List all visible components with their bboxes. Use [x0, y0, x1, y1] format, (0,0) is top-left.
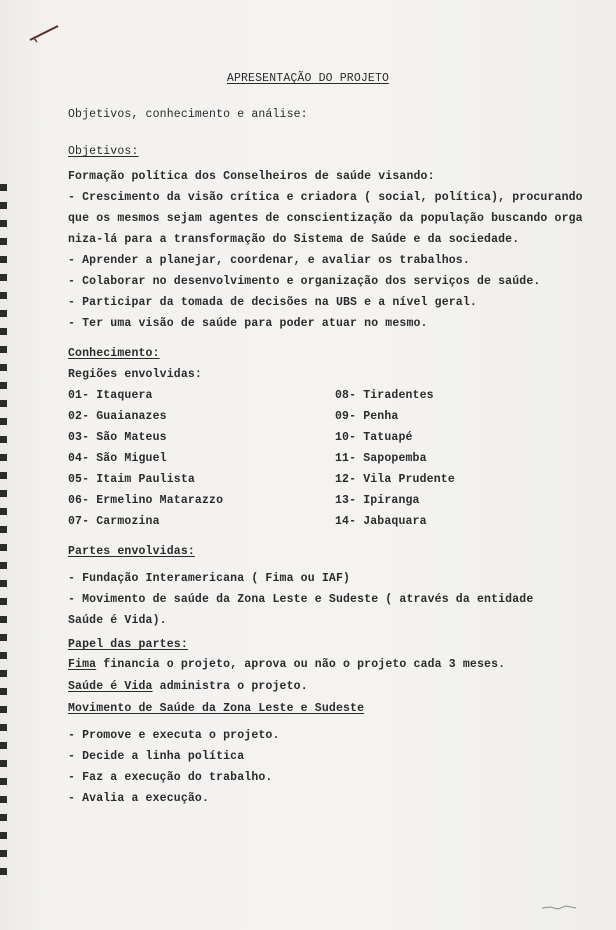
objetivos-line: Formação política dos Conselheiros de saúde visando: — [68, 170, 435, 183]
objetivos-heading: Objetivos: — [68, 145, 139, 158]
scribble-mark — [540, 900, 580, 914]
partes-line: - Movimento de saúde da Zona Leste e Sudeste ( através da entidade — [68, 593, 534, 606]
papel-heading: Papel das partes: — [68, 638, 188, 651]
regiao-item: 05- Itaim Paulista — [68, 473, 195, 486]
regioes-label: Regiões envolvidas: — [68, 368, 202, 381]
regiao-item: 06- Ermelino Matarazzo — [68, 494, 224, 507]
partes-heading: Partes envolvidas: — [68, 545, 195, 558]
movimento-line: - Faz a execução do trabalho. — [68, 771, 273, 784]
papel-saude-text: administra o projeto. — [152, 680, 308, 693]
regiao-item: 01- Itaquera — [68, 389, 153, 402]
objetivos-line: - Participar da tomada de decisões na UBS e a nível geral. — [68, 296, 477, 309]
binder-holes — [0, 180, 8, 880]
regiao-item: 08- Tiradentes — [335, 389, 434, 402]
papel-fima-label: Fima — [68, 658, 97, 671]
document-title: APRESENTAÇÃO DO PROJETO — [226, 72, 390, 85]
intro-line: Objetivos, conhecimento e análise: — [68, 108, 308, 121]
regiao-item: 09- Penha — [335, 410, 399, 423]
objetivos-line: - Aprender a planejar, coordenar, e avaliar os trabalhos. — [68, 254, 470, 267]
movimento-line: - Promove e executa o projeto. — [68, 729, 280, 742]
objetivos-line: niza-lá para a transformação do Sistema de Saúde e da sociedade. — [68, 233, 520, 246]
regiao-item: 02- Guaianazes — [68, 410, 167, 423]
regiao-item: 04- São Miguel — [68, 452, 167, 465]
papel-fima-text: financia o projeto, aprova ou não o projeto cada 3 meses. — [96, 658, 506, 671]
objetivos-line: que os mesmos sejam agentes de conscientização da população buscando orga — [68, 212, 583, 225]
papel-saude-label: Saúde é Vida — [68, 680, 153, 693]
objetivos-line: - Crescimento da visão crítica e criadora ( social, política), procurando — [68, 191, 583, 204]
ink-mark — [28, 22, 62, 44]
regiao-item: 10- Tatuapé — [335, 431, 413, 444]
papel-movimento-label: Movimento de Saúde da Zona Leste e Sudeste — [68, 702, 365, 715]
regiao-item: 14- Jabaquara — [335, 515, 427, 528]
conhecimento-heading: Conhecimento: — [68, 347, 160, 360]
partes-line: - Fundação Interamericana ( Fima ou IAF) — [68, 572, 351, 585]
regiao-item: 13- Ipiranga — [335, 494, 420, 507]
movimento-line: - Avalia a execução. — [68, 792, 210, 805]
papel-saude-line — [68, 680, 308, 694]
movimento-line: - Decide a linha política — [68, 750, 245, 763]
regiao-item: 11- Sapopemba — [335, 452, 427, 465]
objetivos-line: - Colaborar no desenvolvimento e organização dos serviços de saúde. — [68, 275, 541, 288]
partes-line: Saúde é Vida). — [68, 614, 167, 627]
regiao-item: 12- Vila Prudente — [335, 473, 455, 486]
papel-fima-line — [68, 658, 505, 672]
regiao-item: 03- São Mateus — [68, 431, 167, 444]
regiao-item: 07- Carmozina — [68, 515, 160, 528]
objetivos-line: - Ter uma visão de saúde para poder atuar no mesmo. — [68, 317, 428, 330]
